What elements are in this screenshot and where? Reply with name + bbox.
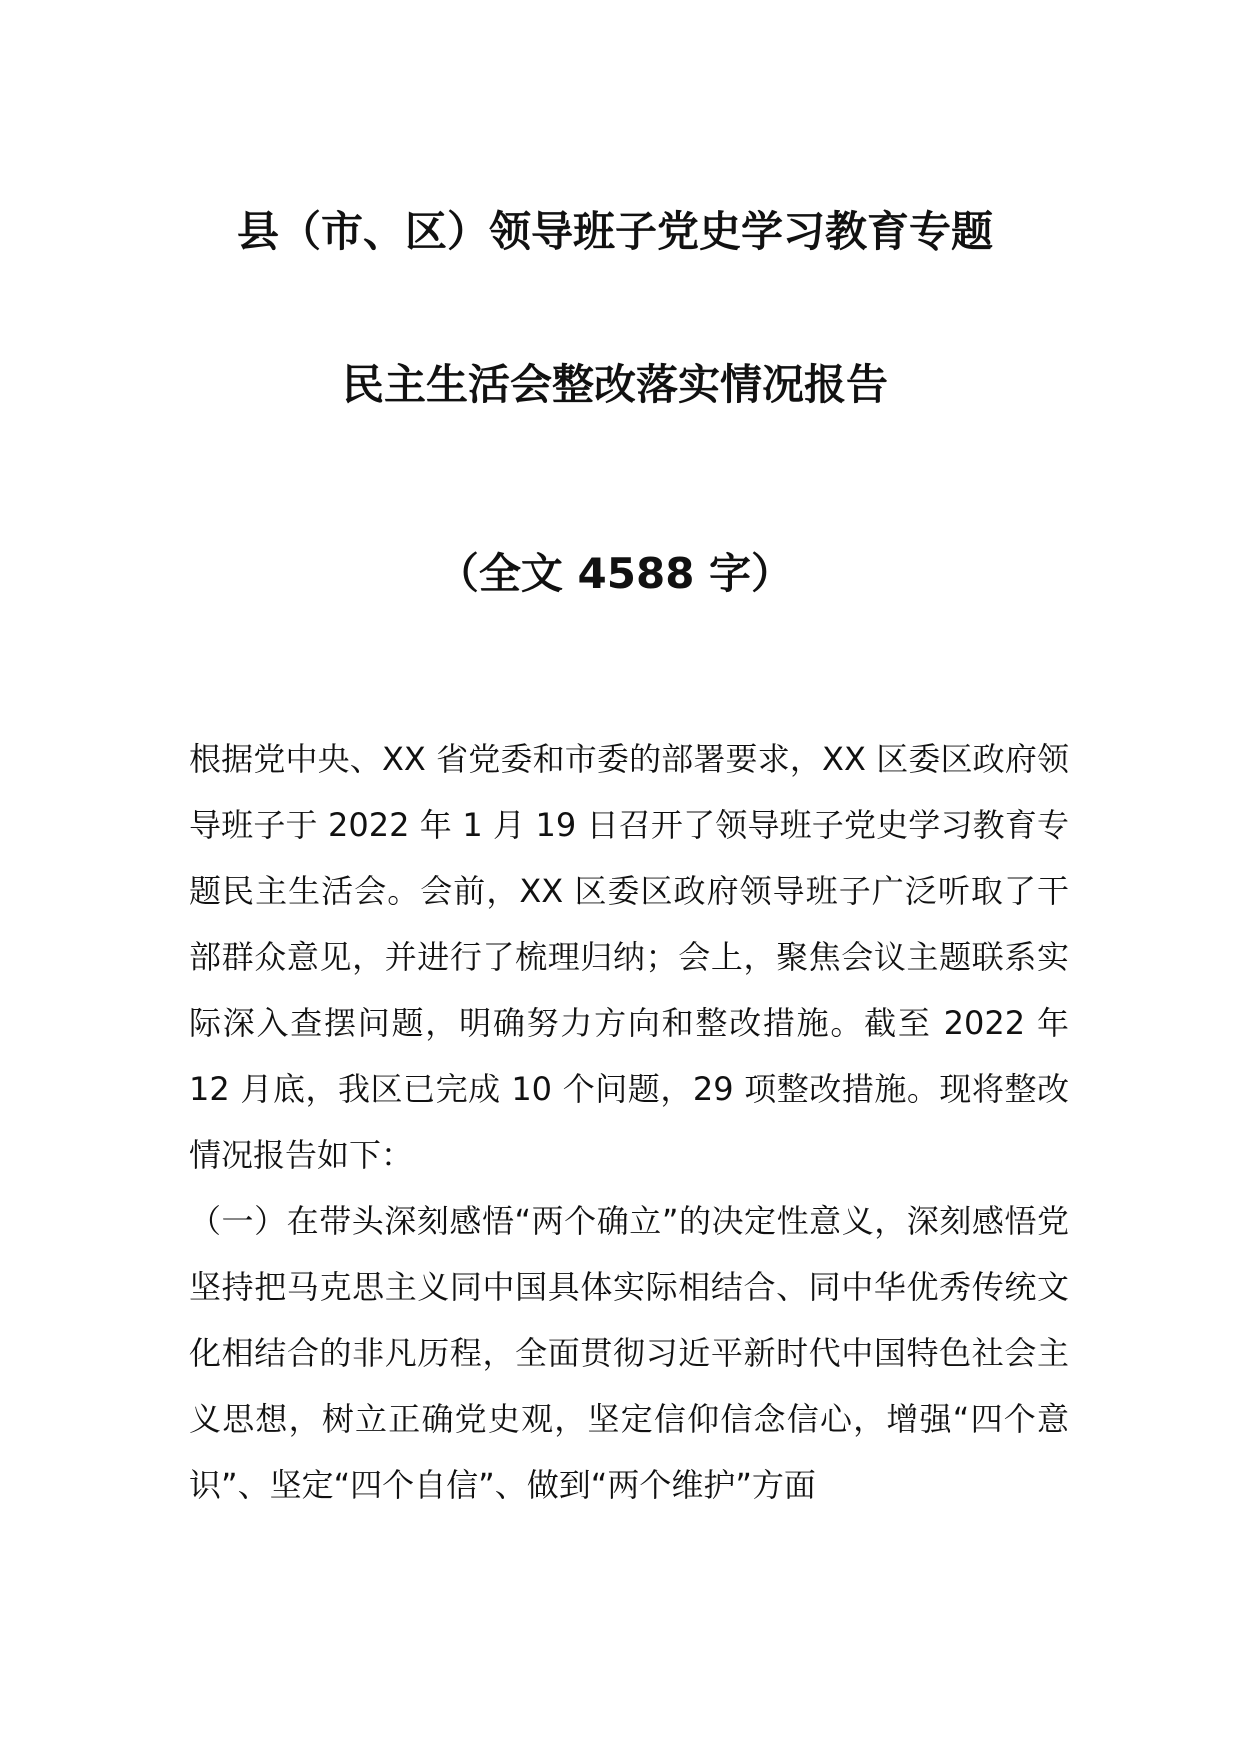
document-body (189, 726, 1069, 1518)
section-one-heading-paragraph: （一）在带头深刻感悟“两个确立”的决定性意义，深刻感悟党坚持把马克思主义同中国具体实际相结合、同中华优秀传统文化相结合的非凡历程，全面贯彻习近平新时代中国特色社会主义思想，树立正确党史观，坚定信仰信念信心，增强“四个意识”、坚定“四个自信”、做到“两个维护”方面 (189, 1202, 1069, 1504)
document-title-line-2: 民主生活会整改落实情况报告 (341, 360, 888, 409)
document-title-line-1: 县（市、区）领导班子党史学习教育专题 (236, 207, 993, 256)
intro-paragraph: 根据党中央、XX 省党委和市委的部署要求，XX 区委区政府领导班子于 2022 年 1 月 19 日召开了领导班子党史学习教育专题民主生活会。会前，XX 区委区政府领导班子广泛听取了干部群众意见，并进行了梳理归纳；会上，聚焦会议主题联系实际深入查摆问题，明确努力方向和整改措施。截至 2022 年 12 月底，我区已完成 10 个问题，29 项整改措施。现将整改情况报告如下： (189, 740, 1069, 1174)
word-count-label: （全文 4588 字） (436, 549, 794, 598)
